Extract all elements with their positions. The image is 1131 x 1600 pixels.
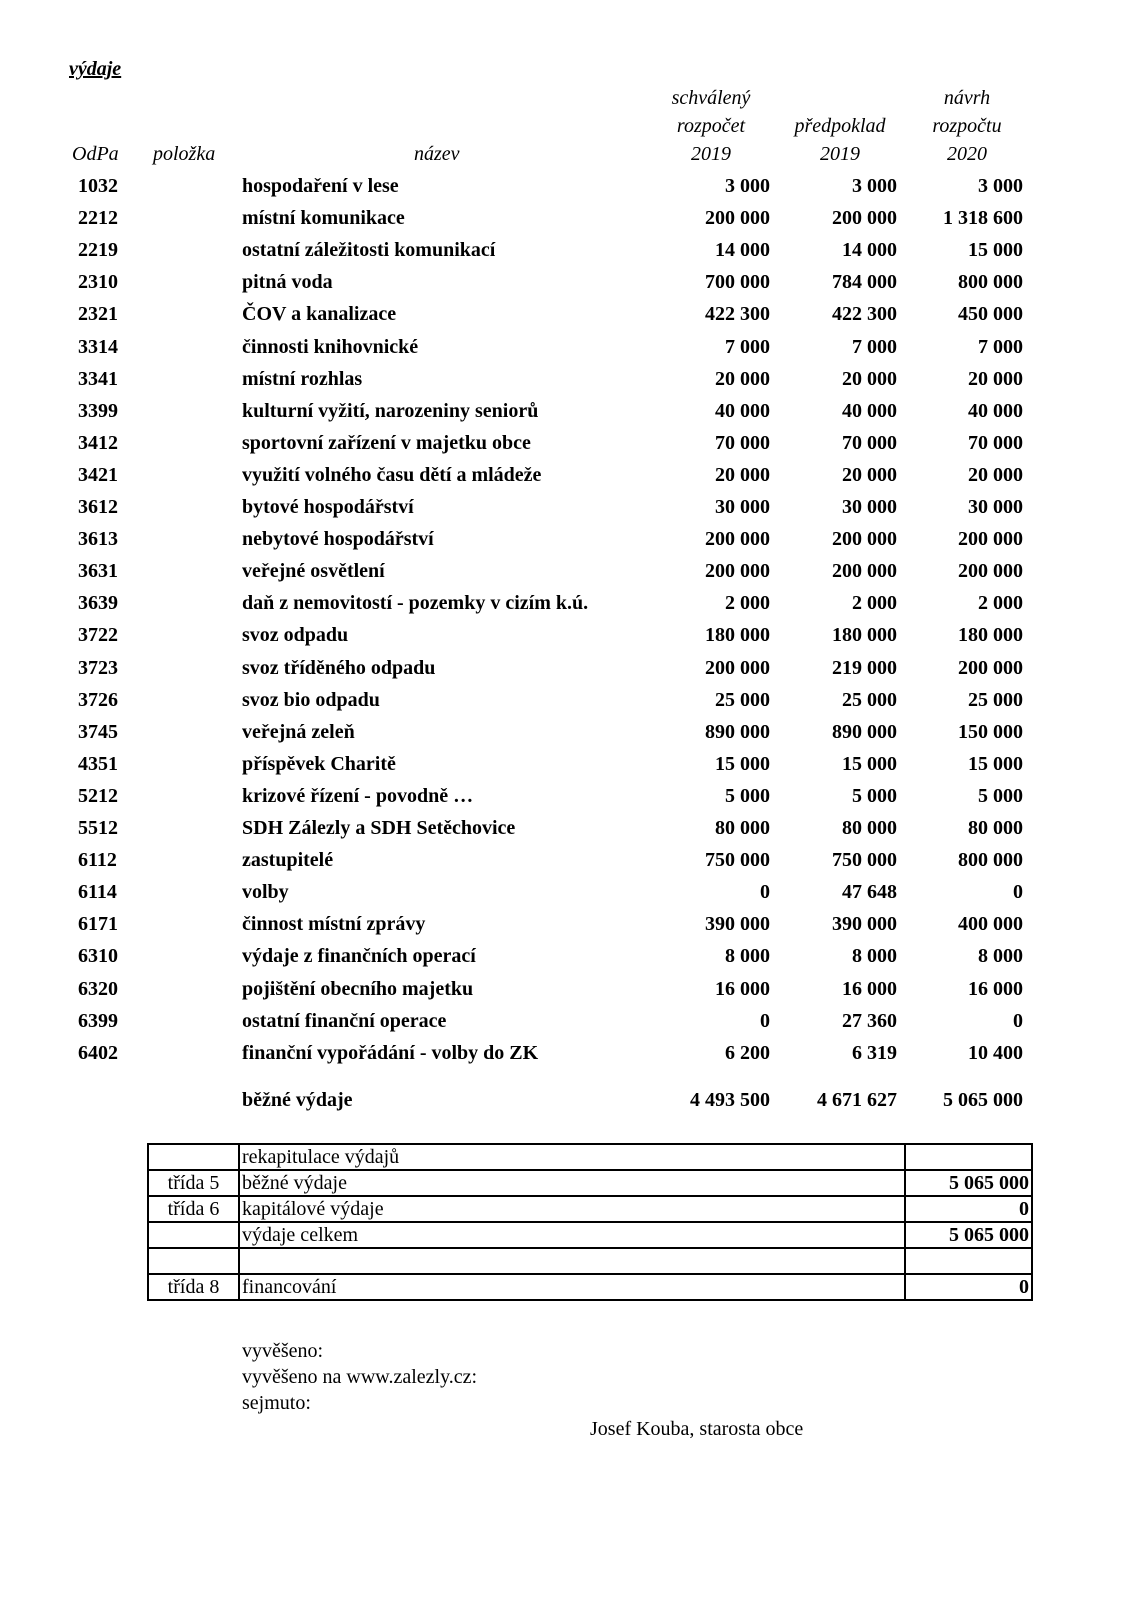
row-v3: 3 000 (978, 175, 1023, 197)
table-row (0, 396, 1131, 427)
row-v2: 5 000 (852, 784, 897, 807)
table-row (0, 909, 1131, 940)
recap-class (148, 1248, 239, 1274)
row-v1: 200 000 (705, 528, 770, 551)
row-name: volby (242, 881, 289, 904)
row-v2: 7 000 (852, 335, 897, 358)
row-name: veřejná zeleň (242, 720, 355, 743)
row-code: 6310 (78, 945, 118, 968)
row-name: pitná voda (242, 271, 333, 294)
row-name: bytové hospodářství (242, 496, 414, 518)
row-code: 3722 (78, 624, 118, 647)
header-schvaleny-rozpocet: schválený rozpočet 2019 (671, 87, 751, 165)
table-row (0, 588, 1131, 619)
section-title: výdaje (69, 58, 122, 80)
row-code: 2219 (78, 239, 118, 262)
recap-row (148, 1248, 1032, 1274)
row-code: 2321 (78, 303, 118, 326)
row-code: 2310 (78, 271, 118, 294)
table-row (0, 492, 1131, 523)
row-v3: 200 000 (958, 560, 1023, 583)
header-odpa: OdPa (72, 143, 119, 165)
row-v1: 3 000 (725, 175, 770, 197)
row-code: 3631 (78, 560, 118, 583)
recap-table (147, 1143, 1033, 1301)
row-v1: 20 000 (715, 367, 770, 390)
table-row (0, 428, 1131, 459)
row-v1: 15 000 (715, 752, 770, 775)
note-vyveseno: vyvěšeno: (242, 1340, 324, 1362)
row-name: nebytové hospodářství (242, 528, 434, 551)
recap-value: 5 065 000 (905, 1170, 1032, 1196)
table-row (0, 941, 1131, 972)
row-v2: 6 319 (852, 1041, 897, 1064)
row-v2: 14 000 (842, 239, 897, 262)
header-predpoklad: předpoklad 2019 (794, 115, 886, 165)
row-v1: 70 000 (715, 431, 770, 454)
table-row (0, 460, 1131, 491)
row-code: 3341 (78, 367, 118, 390)
total-v3: 5 065 000 (943, 1089, 1023, 1111)
recap-value (905, 1248, 1032, 1274)
row-code: 3412 (78, 431, 118, 454)
table-row (0, 235, 1131, 266)
row-name: hospodaření v lese (242, 175, 399, 197)
table-row (0, 203, 1131, 234)
note-sejmuto: sejmuto: (242, 1392, 311, 1414)
recap-class (148, 1222, 239, 1248)
note-vyveseno-web: vyvěšeno na www.zalezly.cz: (242, 1366, 478, 1388)
row-name: místní komunikace (242, 207, 405, 230)
row-code: 6320 (78, 977, 118, 1000)
table-row (0, 653, 1131, 684)
row-v3: 16 000 (968, 977, 1023, 1000)
row-v3: 25 000 (968, 688, 1023, 711)
row-v3: 2 000 (978, 592, 1023, 615)
row-code: 3421 (78, 463, 118, 486)
total-row (0, 1085, 1131, 1116)
row-v3: 15 000 (968, 239, 1023, 262)
row-v2: 200 000 (832, 560, 897, 583)
table-row (0, 524, 1131, 555)
row-v3: 180 000 (958, 624, 1023, 647)
row-v3: 15 000 (968, 752, 1023, 775)
row-v3: 800 000 (958, 849, 1023, 872)
row-name: pojištění obecního majetku (242, 977, 474, 1000)
row-v3: 400 000 (958, 913, 1023, 936)
row-v3: 5 000 (978, 784, 1023, 807)
table-row (0, 749, 1131, 780)
row-name: příspěvek Charitě (242, 752, 396, 775)
row-name: výdaje z finančních operací (242, 945, 476, 968)
row-code: 3399 (78, 399, 118, 422)
row-v2: 25 000 (842, 688, 897, 711)
recap-class: třída 8 (148, 1274, 239, 1300)
row-v3: 10 400 (968, 1041, 1023, 1064)
recap-name: výdaje celkem (239, 1222, 905, 1248)
recap-class (148, 1144, 239, 1170)
row-v1: 40 000 (715, 399, 770, 422)
row-v1: 2 000 (725, 592, 770, 615)
table-row (0, 974, 1131, 1005)
row-v1: 6 200 (725, 1041, 770, 1064)
table-row (0, 685, 1131, 716)
table-row (0, 364, 1131, 395)
recap-name (239, 1248, 905, 1274)
row-v2: 30 000 (842, 496, 897, 518)
row-v2: 70 000 (842, 431, 897, 454)
row-v1: 14 000 (715, 239, 770, 262)
row-v1: 8 000 (725, 945, 770, 968)
table-row (0, 845, 1131, 876)
row-v2: 784 000 (832, 271, 897, 294)
header-navrh-rozpoctu: návrh rozpočtu 2020 (932, 87, 1002, 165)
table-row (0, 813, 1131, 844)
row-v2: 20 000 (842, 367, 897, 390)
row-code: 5212 (78, 784, 118, 807)
row-code: 6114 (78, 881, 117, 904)
row-name: veřejné osvětlení (242, 560, 385, 583)
row-v1: 30 000 (715, 496, 770, 518)
recap-name: rekapitulace výdajů (239, 1144, 905, 1170)
row-v3: 200 000 (958, 528, 1023, 551)
row-v3: 450 000 (958, 303, 1023, 326)
recap-value: 5 065 000 (905, 1222, 1032, 1248)
row-code: 6171 (78, 913, 118, 936)
row-code: 4351 (78, 752, 118, 775)
row-name: ČOV a kanalizace (242, 303, 397, 326)
recap-value (905, 1144, 1032, 1170)
table-row (0, 717, 1131, 748)
recap-row (148, 1196, 1032, 1222)
row-v3: 20 000 (968, 367, 1023, 390)
recap-name: kapitálové výdaje (239, 1196, 905, 1222)
row-name: místní rozhlas (242, 367, 363, 390)
row-v1: 0 (760, 881, 770, 904)
row-v2: 219 000 (832, 656, 897, 679)
row-v3: 7 000 (978, 335, 1023, 358)
row-v2: 27 360 (842, 1009, 897, 1032)
row-v1: 200 000 (705, 560, 770, 583)
row-v1: 0 (760, 1009, 770, 1032)
row-v2: 20 000 (842, 463, 897, 486)
recap-class: třída 6 (148, 1196, 239, 1222)
row-v2: 3 000 (852, 175, 897, 197)
recap-name: běžné výdaje (239, 1170, 905, 1196)
row-v1: 422 300 (705, 303, 770, 326)
total-v1: 4 493 500 (690, 1089, 770, 1111)
row-code: 3726 (78, 688, 118, 711)
row-name: krizové řízení - povodně … (242, 784, 474, 807)
row-code: 3639 (78, 592, 118, 615)
row-v1: 5 000 (725, 784, 770, 807)
table-row (0, 877, 1131, 908)
row-name: svoz tříděného odpadu (242, 656, 436, 679)
table-row (0, 620, 1131, 651)
table-row (0, 1038, 1131, 1069)
row-v3: 80 000 (968, 817, 1023, 839)
row-v2: 80 000 (842, 817, 897, 839)
recap-name: financování (239, 1274, 905, 1300)
row-name: finanční vypořádání - volby do ZK (242, 1041, 539, 1064)
row-v2: 200 000 (832, 207, 897, 230)
row-code: 3314 (78, 335, 118, 358)
row-v1: 25 000 (715, 688, 770, 711)
table-row (0, 299, 1131, 330)
row-name: daň z nemovitostí - pozemky v cizím k.ú. (242, 592, 589, 615)
row-v1: 700 000 (705, 271, 770, 294)
row-v1: 16 000 (715, 977, 770, 1000)
row-code: 6402 (78, 1041, 118, 1064)
recap-row (148, 1170, 1032, 1196)
row-name: zastupitelé (242, 849, 334, 872)
row-v2: 16 000 (842, 977, 897, 1000)
row-v2: 750 000 (832, 849, 897, 872)
row-v3: 70 000 (968, 431, 1023, 454)
table-row (0, 332, 1131, 363)
signature: Josef Kouba, starosta obce (590, 1418, 804, 1440)
table-row (0, 267, 1131, 298)
row-v3: 800 000 (958, 271, 1023, 294)
total-v2: 4 671 627 (817, 1089, 897, 1111)
recap-value: 0 (905, 1274, 1032, 1300)
row-v2: 2 000 (852, 592, 897, 615)
row-v3: 0 (1013, 1009, 1023, 1032)
recap-row (148, 1222, 1032, 1248)
row-v3: 200 000 (958, 656, 1023, 679)
row-v2: 47 648 (842, 881, 897, 904)
row-v2: 890 000 (832, 720, 897, 743)
header-nazev: název (414, 143, 460, 165)
table-row (0, 171, 1131, 202)
row-name: kulturní vyžití, narozeniny seniorů (242, 399, 539, 422)
row-code: 5512 (78, 817, 118, 839)
row-code: 3723 (78, 656, 118, 679)
row-v1: 20 000 (715, 463, 770, 486)
row-name: svoz bio odpadu (242, 688, 380, 711)
row-v1: 750 000 (705, 849, 770, 872)
recap-value: 0 (905, 1196, 1032, 1222)
row-v2: 422 300 (832, 303, 897, 326)
row-code: 6399 (78, 1009, 118, 1032)
row-name: svoz odpadu (242, 624, 349, 647)
header-polozka: položka (153, 143, 216, 165)
row-v3: 8 000 (978, 945, 1023, 968)
row-v1: 890 000 (705, 720, 770, 743)
row-name: sportovní zařízení v majetku obce (242, 431, 531, 454)
row-name: využití volného času dětí a mládeže (242, 463, 542, 486)
row-v1: 200 000 (705, 656, 770, 679)
recap-row (148, 1144, 1032, 1170)
row-v1: 180 000 (705, 624, 770, 647)
table-row (0, 1006, 1131, 1037)
recap-class: třída 5 (148, 1170, 239, 1196)
row-v2: 15 000 (842, 752, 897, 775)
table-row (0, 556, 1131, 587)
row-v2: 200 000 (832, 528, 897, 551)
row-name: činnosti knihovnické (242, 335, 419, 358)
row-v2: 40 000 (842, 399, 897, 422)
row-v3: 1 318 600 (943, 207, 1023, 230)
row-code: 3612 (78, 496, 118, 518)
row-v2: 390 000 (832, 913, 897, 936)
row-name: ostatní záležitosti komunikací (242, 239, 496, 262)
row-v3: 40 000 (968, 399, 1023, 422)
row-v1: 7 000 (725, 335, 770, 358)
row-v3: 0 (1013, 881, 1023, 904)
total-label: běžné výdaje (242, 1089, 353, 1111)
row-code: 6112 (78, 849, 117, 872)
row-v3: 150 000 (958, 720, 1023, 743)
row-code: 2212 (78, 207, 118, 230)
recap-row (148, 1274, 1032, 1300)
row-v3: 20 000 (968, 463, 1023, 486)
row-v1: 390 000 (705, 913, 770, 936)
row-v3: 30 000 (968, 496, 1023, 518)
row-code: 3613 (78, 528, 118, 551)
row-v2: 180 000 (832, 624, 897, 647)
row-v1: 80 000 (715, 817, 770, 839)
row-name: SDH Zálezly a SDH Setěchovice (242, 817, 516, 839)
row-code: 1032 (78, 175, 118, 197)
row-name: činnost místní zprávy (242, 913, 426, 936)
table-row (0, 781, 1131, 812)
row-name: ostatní finanční operace (242, 1009, 447, 1032)
row-v2: 8 000 (852, 945, 897, 968)
row-code: 3745 (78, 720, 118, 743)
row-v1: 200 000 (705, 207, 770, 230)
